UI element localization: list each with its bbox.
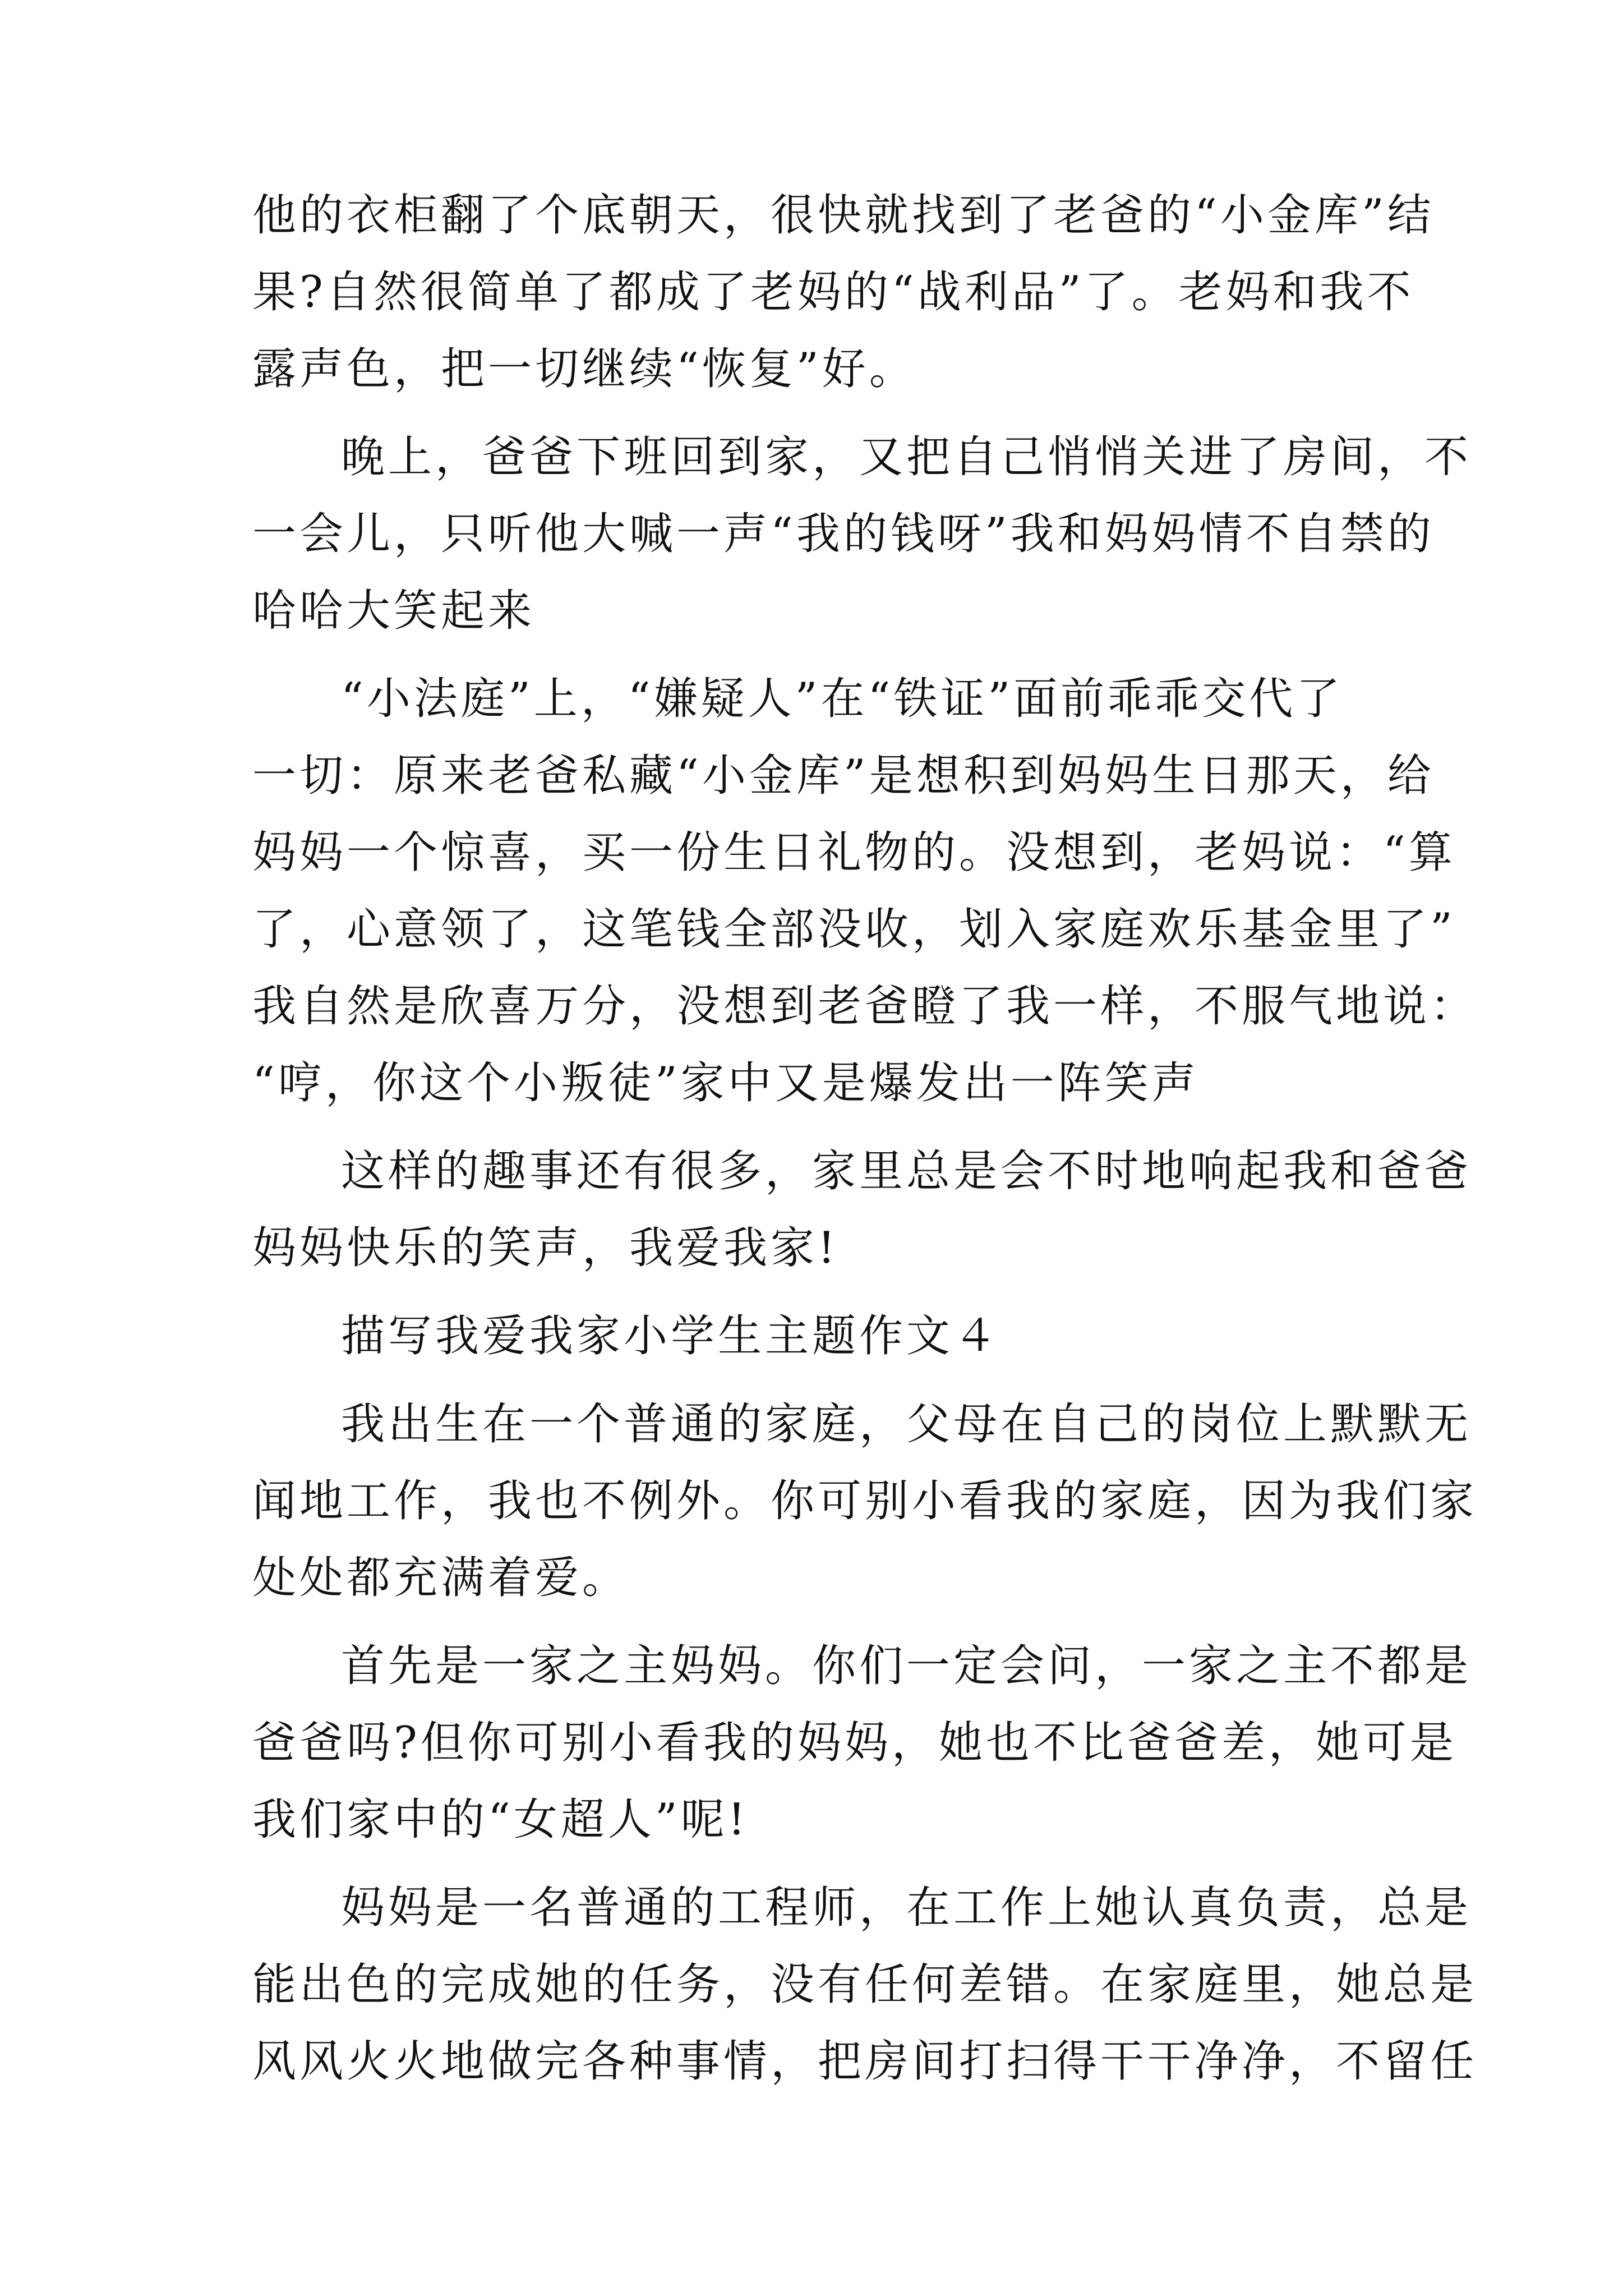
text-line: 他的衣柜翻了个底朝天，很快就找到了老爸的“小金库”结 [252,190,1435,241]
text-line: “小法庭”上，“嫌疑人”在“铁证”面前乖乖交代了 [341,674,1344,724]
text-line: 首先是一家之主妈妈。你们一定会问，一家之主不都是 [341,1641,1472,1691]
text-line: 能出色的完成她的任务，没有任何差错。在家庭里，她总是 [252,1959,1478,2010]
text-line: 我出生在一个普通的家庭，父母在自己的岗位上默默无 [341,1399,1472,1450]
text-line: 这样的趣事还有很多，家里总是会不时地响起我和爸爸 [341,1146,1472,1197]
text-line: 果?自然很简单了都成了老妈的“战利品”了。老妈和我不 [252,267,1414,318]
text-line: 晚上，爸爸下班回到家，又把自己悄悄关进了房间，不 [341,432,1472,482]
text-line: 一会儿，只听他大喊一声“我的钱呀”我和妈妈情不自禁的 [252,509,1435,559]
text-line: 妈妈是一名普通的工程师，在工作上她认真负责，总是 [341,1883,1472,1933]
text-line: 了，心意领了，这笔钱全部没收，划入家庭欢乐基金里了” [252,904,1456,955]
text-line: 我们家中的“女超人”呢! [252,1795,749,1845]
text-line: 我自然是欣喜万分，没想到老爸瞪了我一样，不服气地说： [252,981,1478,1032]
text-line: “哼，你这个小叛徒”家中又是爆发出一阵笑声 [252,1058,1199,1108]
text-line: 处处都充满着爱。 [252,1553,630,1603]
text-line: 露声色，把一切继续“恢复”好。 [252,344,916,394]
text-line: 哈哈大笑起来 [252,586,536,636]
text-line: 爸爸吗?但你可别小看我的妈妈，她也不比爸爸差，她可是 [252,1718,1457,1768]
text-line: 一切：原来老爸私藏“小金库”是想积到妈妈生日那天，给 [252,751,1435,801]
section-heading: 描写我爱我家小学生主题作文４ [341,1311,1001,1361]
document-body [252,177,1478,2100]
text-line: 妈妈一个惊喜，买一份生日礼物的。没想到，老妈说：“算 [252,827,1456,878]
text-line: 妈妈快乐的笑声，我爱我家! [252,1223,839,1273]
text-line: 风风火火地做完各种事情，把房间打扫得干干净净，不留任 [252,2036,1478,2087]
text-line: 闻地工作，我也不例外。你可别小看我的家庭，因为我们家 [252,1476,1478,1526]
